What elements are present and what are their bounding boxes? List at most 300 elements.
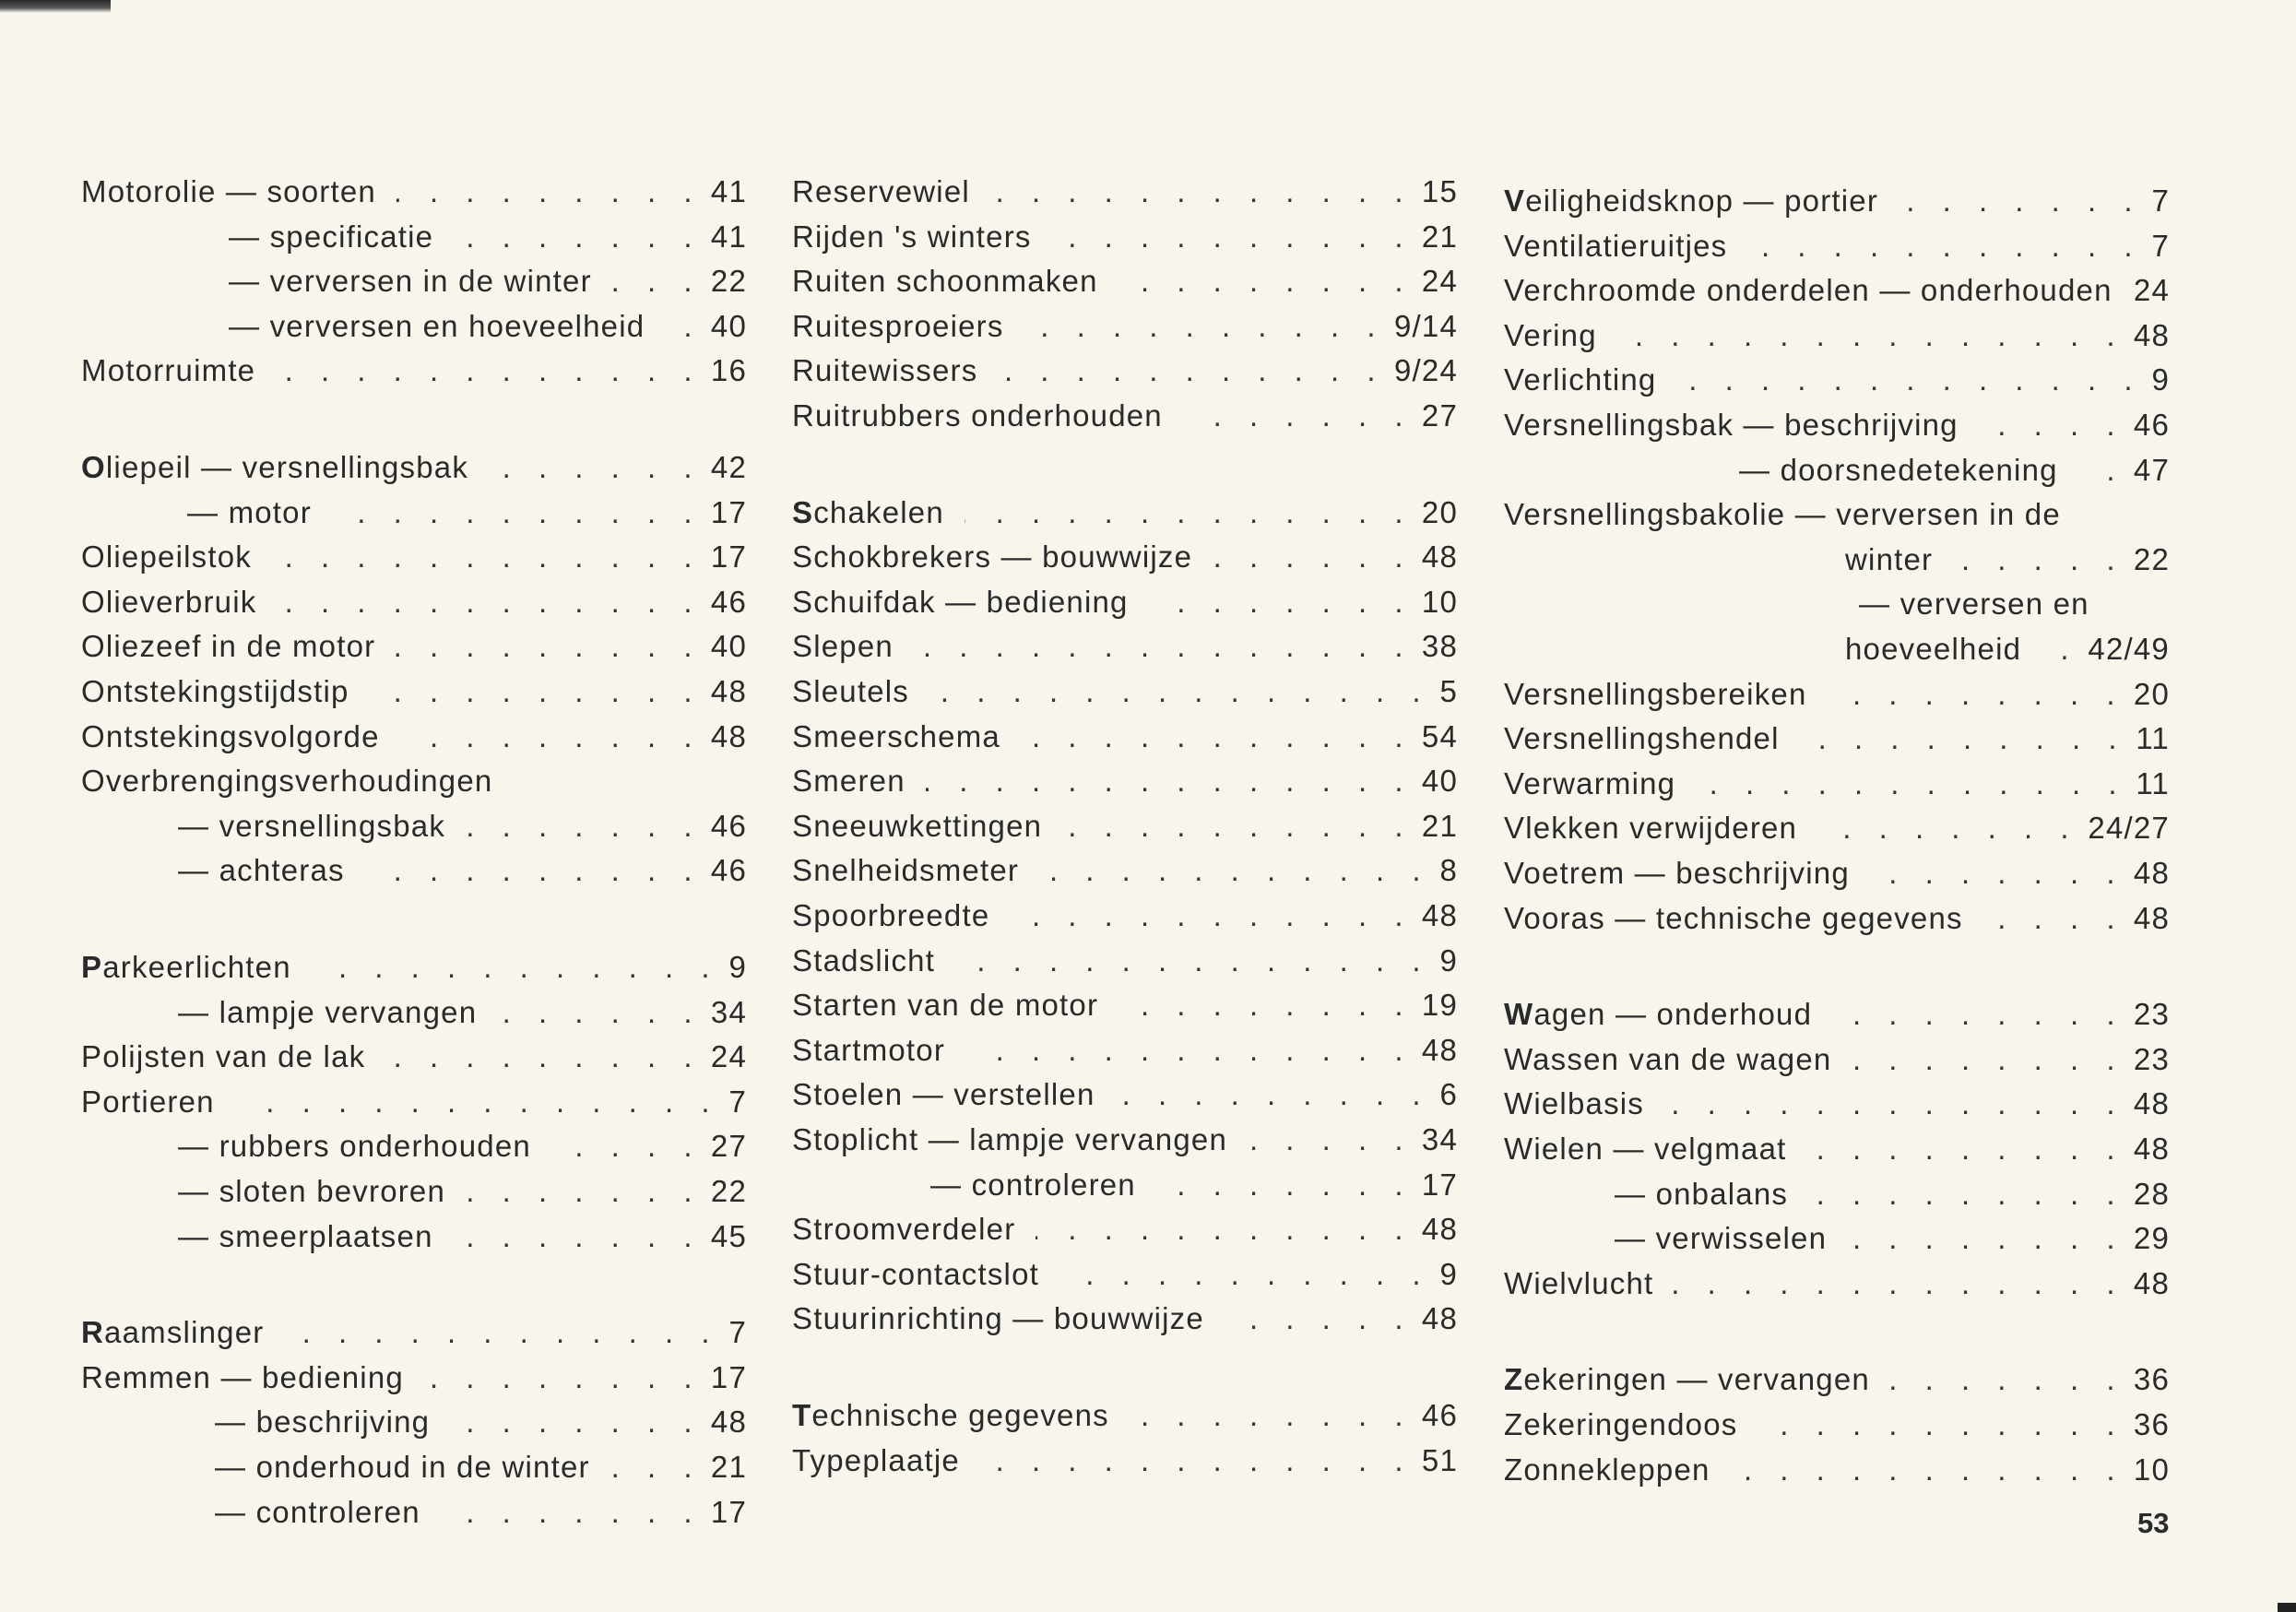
dot-leader bbox=[1116, 1074, 1430, 1115]
index-term-text: Ontstekingsvolgorde bbox=[81, 718, 380, 753]
index-term bbox=[178, 1171, 445, 1212]
index-entry bbox=[792, 306, 1458, 347]
index-page-ref: 48 bbox=[1421, 1032, 1458, 1067]
index-page-ref: 8 bbox=[1439, 853, 1458, 888]
dot-leader bbox=[1747, 226, 2142, 267]
index-term-text: — achteras bbox=[178, 853, 345, 888]
index-term-text: Smeerschema bbox=[792, 718, 1000, 753]
dot-leader bbox=[454, 1216, 702, 1257]
index-term-text: Oliepeilstok bbox=[81, 539, 252, 575]
index-page-ref: 46 bbox=[710, 584, 747, 619]
index-term-text: Wassen van de wagen bbox=[1504, 1041, 1832, 1076]
index-entry bbox=[1504, 270, 2170, 311]
index-entry bbox=[1504, 898, 2170, 939]
index-page-ref: 20 bbox=[2133, 676, 2170, 711]
index-term-text: Zekeringendoos bbox=[1504, 1407, 1738, 1441]
index-term bbox=[81, 717, 380, 757]
index-entry bbox=[81, 992, 747, 1033]
index-page-ref: 9 bbox=[1439, 942, 1458, 978]
index-entry bbox=[792, 350, 1458, 391]
index-entry bbox=[81, 350, 747, 391]
index-term-text: Smeren bbox=[792, 764, 905, 799]
dot-leader bbox=[1021, 717, 1413, 757]
index-term bbox=[1504, 718, 1780, 759]
index-entry bbox=[1504, 1039, 2170, 1080]
index-term-text: Motorruimte bbox=[81, 353, 256, 388]
index-page-ref: 48 bbox=[710, 1405, 747, 1440]
index-term bbox=[81, 1357, 404, 1398]
index-page-ref: 7 bbox=[728, 1084, 747, 1119]
index-entry bbox=[81, 626, 747, 667]
index-term bbox=[792, 1440, 960, 1481]
index-page-ref: 46 bbox=[710, 808, 747, 843]
index-page-ref: 23 bbox=[2133, 1041, 2170, 1076]
index-entry bbox=[1504, 539, 2170, 580]
index-term bbox=[1504, 1263, 1653, 1304]
index-term bbox=[178, 806, 445, 847]
index-term bbox=[178, 1126, 531, 1167]
index-term-text: echnische gegevens bbox=[811, 1398, 1109, 1432]
index-entry bbox=[81, 172, 747, 212]
index-entry bbox=[81, 671, 747, 712]
dot-leader bbox=[1800, 718, 2126, 759]
index-page-ref: 46 bbox=[2133, 408, 2170, 442]
dot-leader bbox=[370, 671, 702, 712]
index-page-ref: 15 bbox=[1421, 174, 1458, 208]
index-term-text: — specificatie bbox=[229, 219, 434, 254]
index-page-ref: 24/27 bbox=[2088, 811, 2170, 846]
index-page-ref: 17 bbox=[710, 1359, 747, 1394]
index-term bbox=[792, 537, 1192, 577]
index-entry bbox=[792, 217, 1458, 257]
index-term-text: — smeerplaatsen bbox=[178, 1218, 433, 1253]
index-page-ref: 9/24 bbox=[1393, 353, 1458, 388]
index-term bbox=[1504, 1405, 1737, 1445]
index-entry bbox=[1504, 1359, 2170, 1400]
index-column-2 bbox=[792, 0, 1458, 1568]
dot-leader bbox=[1213, 537, 1413, 577]
index-entry bbox=[1504, 1263, 2170, 1304]
index-page-ref: 42 bbox=[710, 450, 747, 484]
index-page-ref: 48 bbox=[1421, 898, 1458, 932]
index-term bbox=[81, 350, 255, 391]
dot-leader bbox=[1183, 396, 1413, 436]
index-entry bbox=[1504, 674, 2170, 715]
index-entry bbox=[81, 850, 747, 891]
dot-leader bbox=[489, 447, 702, 488]
index-term-text: Stroomverdeler bbox=[792, 1212, 1016, 1247]
index-term bbox=[792, 261, 1098, 302]
index-page-ref: 9 bbox=[1439, 1256, 1458, 1291]
index-page-ref: 11 bbox=[2136, 765, 2170, 800]
index-entry bbox=[81, 537, 747, 577]
index-term bbox=[1504, 853, 1850, 894]
index-entry bbox=[792, 1074, 1458, 1115]
index-page-ref: 9/14 bbox=[1393, 308, 1458, 343]
letter-initial: O bbox=[81, 450, 106, 484]
index-term-text: Starten van de motor bbox=[792, 988, 1099, 1023]
dot-leader bbox=[284, 1312, 719, 1353]
index-entry bbox=[1504, 853, 2170, 894]
index-entry bbox=[1504, 226, 2170, 267]
index-term bbox=[81, 447, 468, 488]
index-term-text: Zonnekleppen bbox=[1504, 1452, 1710, 1487]
index-page-ref: 29 bbox=[2133, 1221, 2170, 1256]
index-term-text: Vlekken verwijderen bbox=[1504, 811, 1798, 846]
index-term-text: Ruitesproeiers bbox=[792, 308, 1004, 343]
index-page-ref: 24 bbox=[710, 1039, 747, 1074]
index-entry bbox=[792, 941, 1458, 981]
index-page-ref: 48 bbox=[2133, 1265, 2170, 1300]
dot-leader bbox=[612, 261, 702, 302]
index-term-text: liepeil — versnellingsbak bbox=[105, 450, 469, 484]
index-entry bbox=[81, 1447, 747, 1488]
index-term bbox=[1504, 1039, 1831, 1080]
dot-leader bbox=[1731, 1450, 2124, 1490]
index-term bbox=[1615, 1174, 1788, 1215]
dot-leader bbox=[965, 1030, 1413, 1071]
index-page-ref: 7 bbox=[728, 1315, 747, 1350]
index-page-ref: 9 bbox=[2151, 362, 2170, 397]
dot-leader bbox=[312, 947, 719, 988]
dot-leader bbox=[1674, 1263, 2124, 1304]
index-entry bbox=[792, 850, 1458, 891]
dot-leader bbox=[400, 717, 702, 757]
index-entry bbox=[81, 217, 747, 257]
index-term bbox=[792, 396, 1163, 436]
index-page-ref: 46 bbox=[710, 853, 747, 888]
index-entry bbox=[81, 1082, 747, 1122]
index-page-ref: 9 bbox=[728, 950, 747, 984]
index-entry bbox=[792, 1254, 1458, 1295]
dot-leader bbox=[955, 941, 1430, 981]
index-entry bbox=[792, 261, 1458, 302]
index-term bbox=[215, 1402, 430, 1442]
index-entry bbox=[81, 1126, 747, 1167]
index-term-text: Slepen bbox=[792, 629, 894, 664]
dot-leader bbox=[1870, 853, 2124, 894]
dot-leader bbox=[965, 492, 1413, 533]
index-term-text: Ruitewissers bbox=[792, 353, 978, 388]
index-entry bbox=[81, 582, 747, 622]
index-term-text: Versnellingsbereiken bbox=[1504, 676, 1807, 711]
index-term bbox=[792, 717, 1000, 757]
dot-leader bbox=[998, 350, 1385, 391]
index-term-text: Ventilatieruitjes bbox=[1504, 228, 1728, 263]
index-term-text: Stuurinrichting — bouwwijze bbox=[792, 1301, 1204, 1336]
index-term-text: Startmotor bbox=[792, 1032, 946, 1067]
index-page-ref: 38 bbox=[1421, 629, 1458, 664]
dot-leader bbox=[1149, 582, 1413, 622]
dot-leader bbox=[551, 1126, 702, 1167]
index-entry bbox=[1504, 494, 2170, 535]
index-entry bbox=[792, 895, 1458, 936]
index-entry bbox=[1504, 405, 2170, 445]
index-term-text: Motorolie — soorten bbox=[81, 174, 376, 208]
index-page-ref: 36 bbox=[2133, 1362, 2170, 1397]
index-term bbox=[792, 1120, 1227, 1160]
index-term-text: Verlichting bbox=[1504, 362, 1657, 397]
index-term bbox=[229, 217, 433, 257]
index-term-text: Wielen — velgmaat bbox=[1504, 1132, 1787, 1166]
index-page-ref: 45 bbox=[710, 1218, 747, 1253]
index-term-text: Verwarming bbox=[1504, 765, 1676, 800]
index-entry bbox=[81, 806, 747, 847]
index-term-text: Oliezeef in de motor bbox=[81, 629, 376, 664]
index-term bbox=[81, 1312, 264, 1353]
index-term-text: — verversen in de winter bbox=[229, 264, 592, 299]
letter-initial: P bbox=[81, 950, 103, 984]
index-term bbox=[792, 1074, 1095, 1115]
index-term-text: — verversen en hoeveelheid bbox=[229, 308, 645, 343]
index-term bbox=[792, 806, 1042, 847]
index-entry bbox=[792, 626, 1458, 667]
index-entry bbox=[1504, 360, 2170, 400]
index-term bbox=[1504, 360, 1656, 400]
index-entry bbox=[81, 947, 747, 988]
index-term bbox=[1504, 1129, 1787, 1169]
index-term bbox=[792, 492, 944, 533]
index-entry bbox=[81, 1312, 747, 1353]
index-page-ref: 40 bbox=[710, 308, 747, 343]
index-term bbox=[81, 172, 376, 212]
dot-leader bbox=[1118, 261, 1413, 302]
index-term-text: winter bbox=[1845, 541, 1934, 576]
index-term-text: — controleren bbox=[215, 1494, 420, 1529]
index-term-text: Ruitrubbers onderhouden bbox=[792, 398, 1163, 433]
dot-leader bbox=[1808, 1174, 2124, 1215]
index-term bbox=[178, 992, 477, 1033]
index-term bbox=[792, 582, 1129, 622]
index-entry bbox=[81, 1402, 747, 1442]
dot-leader bbox=[990, 172, 1413, 212]
index-entry bbox=[1504, 315, 2170, 356]
letter-initial: T bbox=[792, 1398, 812, 1432]
index-page-ref: 48 bbox=[710, 718, 747, 753]
index-term-text: Olieverbruik bbox=[81, 584, 257, 619]
index-term bbox=[1504, 674, 1807, 715]
dot-leader bbox=[929, 671, 1430, 712]
index-page-ref: 54 bbox=[1421, 718, 1458, 753]
index-term-text: chakelen bbox=[813, 494, 944, 529]
index-entry bbox=[81, 1037, 747, 1077]
dot-leader bbox=[276, 350, 702, 391]
index-page-ref: 48 bbox=[2133, 1086, 2170, 1121]
index-term-text: Voetrem — beschrijving bbox=[1504, 856, 1850, 890]
index-term-text: Ontstekingstijdstip bbox=[81, 674, 349, 708]
index-term-text: Versnellingshendel bbox=[1504, 721, 1780, 756]
index-term-text: — beschrijving bbox=[215, 1405, 431, 1440]
index-term-text: — rubbers onderhouden bbox=[178, 1129, 531, 1164]
dot-leader bbox=[1979, 405, 2124, 445]
index-page-ref: 34 bbox=[710, 994, 747, 1029]
index-page-ref: 21 bbox=[1421, 219, 1458, 254]
index-term bbox=[1504, 1084, 1644, 1124]
dot-leader bbox=[1676, 360, 2142, 400]
dot-leader bbox=[277, 582, 702, 622]
index-page-ref: 47 bbox=[2133, 452, 2170, 487]
index-page-ref: 51 bbox=[1421, 1442, 1458, 1477]
index-term-text: hoeveelheid bbox=[1845, 632, 2022, 666]
index-term-text: Vering bbox=[1504, 317, 1597, 352]
index-entry bbox=[1504, 1405, 2170, 1445]
dot-leader bbox=[1036, 1209, 1413, 1250]
index-term bbox=[1504, 315, 1597, 356]
index-term bbox=[792, 1395, 1109, 1436]
index-page-ref: 46 bbox=[1421, 1398, 1458, 1432]
index-entry bbox=[81, 306, 747, 347]
dot-leader bbox=[1248, 1120, 1413, 1160]
index-term-text: Stoplicht — lampje vervangen bbox=[792, 1122, 1227, 1156]
letter-initial: V bbox=[1504, 184, 1526, 218]
index-term-text: — onderhoud in de winter bbox=[215, 1450, 590, 1484]
index-term bbox=[792, 761, 905, 801]
index-entry bbox=[81, 1171, 747, 1212]
index-page-ref: 22 bbox=[2133, 541, 2170, 576]
index-term bbox=[81, 671, 349, 712]
index-term bbox=[1845, 629, 2021, 670]
dot-leader bbox=[1832, 994, 2124, 1035]
index-page-ref: 21 bbox=[1421, 808, 1458, 843]
index-page-ref: 17 bbox=[1421, 1167, 1458, 1202]
index-term bbox=[792, 1209, 1015, 1250]
index-page-ref: 40 bbox=[1421, 764, 1458, 799]
index-entry bbox=[1504, 718, 2170, 759]
index-term-text: agen — onderhoud bbox=[1533, 997, 1813, 1032]
dot-leader bbox=[1807, 1129, 2124, 1169]
index-term bbox=[81, 1037, 365, 1077]
index-page-ref: 41 bbox=[710, 174, 747, 208]
index-entry bbox=[792, 1209, 1458, 1250]
index-term-text: — versnellingsbak bbox=[178, 808, 446, 843]
index-term-text: — onbalans bbox=[1615, 1176, 1789, 1211]
index-term bbox=[1504, 181, 1878, 221]
index-page-ref: 48 bbox=[2133, 856, 2170, 890]
index-page-ref: 34 bbox=[1421, 1122, 1458, 1156]
index-page-ref: 10 bbox=[1421, 584, 1458, 619]
index-entry bbox=[792, 717, 1458, 757]
dot-leader bbox=[1817, 808, 2078, 848]
index-page-ref: 48 bbox=[1421, 539, 1458, 575]
index-page-ref: 20 bbox=[1421, 494, 1458, 529]
index-term-text: Overbrengingsverhoudingen bbox=[81, 764, 493, 799]
index-entry bbox=[792, 761, 1458, 801]
index-page-ref: 6 bbox=[1439, 1077, 1458, 1112]
index-term bbox=[187, 492, 312, 533]
index-term bbox=[215, 1492, 420, 1533]
index-term bbox=[792, 306, 1004, 347]
index-term-text: — verwisselen bbox=[1615, 1221, 1828, 1256]
index-entry bbox=[1504, 808, 2170, 848]
index-term bbox=[792, 941, 935, 981]
index-term-text: Stuur-contactslot bbox=[792, 1256, 1040, 1291]
index-entry bbox=[792, 1030, 1458, 1071]
dot-leader bbox=[1890, 1359, 2124, 1400]
dot-leader bbox=[1039, 850, 1430, 891]
index-entry bbox=[792, 537, 1458, 577]
dot-leader bbox=[1156, 1165, 1413, 1205]
index-term-text: Spoorbreedte bbox=[792, 898, 990, 932]
index-term bbox=[792, 626, 894, 667]
index-term bbox=[1504, 494, 2061, 535]
index-term-text: Portieren bbox=[81, 1084, 215, 1119]
letter-initial: R bbox=[81, 1315, 105, 1350]
index-term-text: Stoelen — verstellen bbox=[792, 1077, 1095, 1112]
index-page-ref: 48 bbox=[2133, 317, 2170, 352]
dot-leader bbox=[1059, 1254, 1430, 1295]
dot-leader bbox=[365, 850, 702, 891]
index-page-ref: 24 bbox=[2133, 273, 2170, 308]
dot-leader bbox=[441, 1492, 702, 1533]
index-term bbox=[229, 306, 645, 347]
index-column-3 bbox=[1504, 0, 2170, 1568]
dot-leader bbox=[1617, 315, 2124, 356]
dot-leader bbox=[1758, 1405, 2124, 1445]
index-term-text: aamslinger bbox=[104, 1315, 265, 1350]
index-term-text: Versnellingsbakolie — verversen in de bbox=[1504, 497, 2061, 532]
index-term-text: Versnellingsbak — beschrijving bbox=[1504, 408, 1959, 442]
index-term bbox=[1504, 808, 1797, 848]
index-term bbox=[1504, 1359, 1870, 1400]
dot-leader bbox=[396, 172, 702, 212]
index-term bbox=[792, 985, 1098, 1025]
index-term-text: Polijsten van de lak bbox=[81, 1039, 366, 1074]
index-page-ref: 27 bbox=[710, 1129, 747, 1164]
index-entry bbox=[792, 806, 1458, 847]
index-term bbox=[792, 895, 989, 936]
dot-leader bbox=[2078, 450, 2124, 491]
dot-leader bbox=[235, 1082, 719, 1122]
index-entry bbox=[792, 396, 1458, 436]
index-term bbox=[178, 850, 345, 891]
index-entry bbox=[792, 985, 1458, 1025]
dot-leader bbox=[1130, 1395, 1413, 1436]
index-entry bbox=[81, 761, 747, 801]
letter-initial: S bbox=[792, 494, 814, 529]
index-term bbox=[792, 671, 909, 712]
index-term bbox=[1845, 539, 1933, 580]
dot-leader bbox=[332, 492, 702, 533]
dot-leader bbox=[466, 806, 702, 847]
dot-leader bbox=[1062, 806, 1413, 847]
dot-leader bbox=[1696, 764, 2126, 804]
index-entry bbox=[81, 492, 747, 533]
index-term-text: eiligheidsknop — portier bbox=[1525, 184, 1879, 218]
dot-leader bbox=[1852, 1039, 2124, 1080]
index-term bbox=[81, 761, 492, 801]
index-term-text: Reservewiel bbox=[792, 174, 970, 208]
index-entry bbox=[1504, 764, 2170, 804]
dot-leader bbox=[1010, 895, 1413, 936]
index-column-1 bbox=[81, 0, 747, 1568]
dot-leader bbox=[665, 306, 702, 347]
index-term-text: Wielvlucht bbox=[1504, 1265, 1654, 1300]
index-page-ref: 42/49 bbox=[2088, 632, 2170, 666]
index-term bbox=[930, 1165, 1136, 1205]
index-page-ref: 48 bbox=[710, 674, 747, 708]
dot-leader bbox=[497, 992, 702, 1033]
index-entry bbox=[81, 261, 747, 302]
index-page-ref: 36 bbox=[2133, 1407, 2170, 1441]
dot-leader bbox=[914, 626, 1413, 667]
scan-edge-shadow-bottom bbox=[2278, 1603, 2296, 1612]
index-term-text: — doorsnedetekening bbox=[1739, 452, 2058, 487]
index-term-text: Typeplaatje bbox=[792, 1442, 960, 1477]
dot-leader bbox=[1052, 217, 1413, 257]
index-entry bbox=[792, 1165, 1458, 1205]
index-term bbox=[229, 261, 592, 302]
index-page-ref: 10 bbox=[2133, 1452, 2170, 1487]
